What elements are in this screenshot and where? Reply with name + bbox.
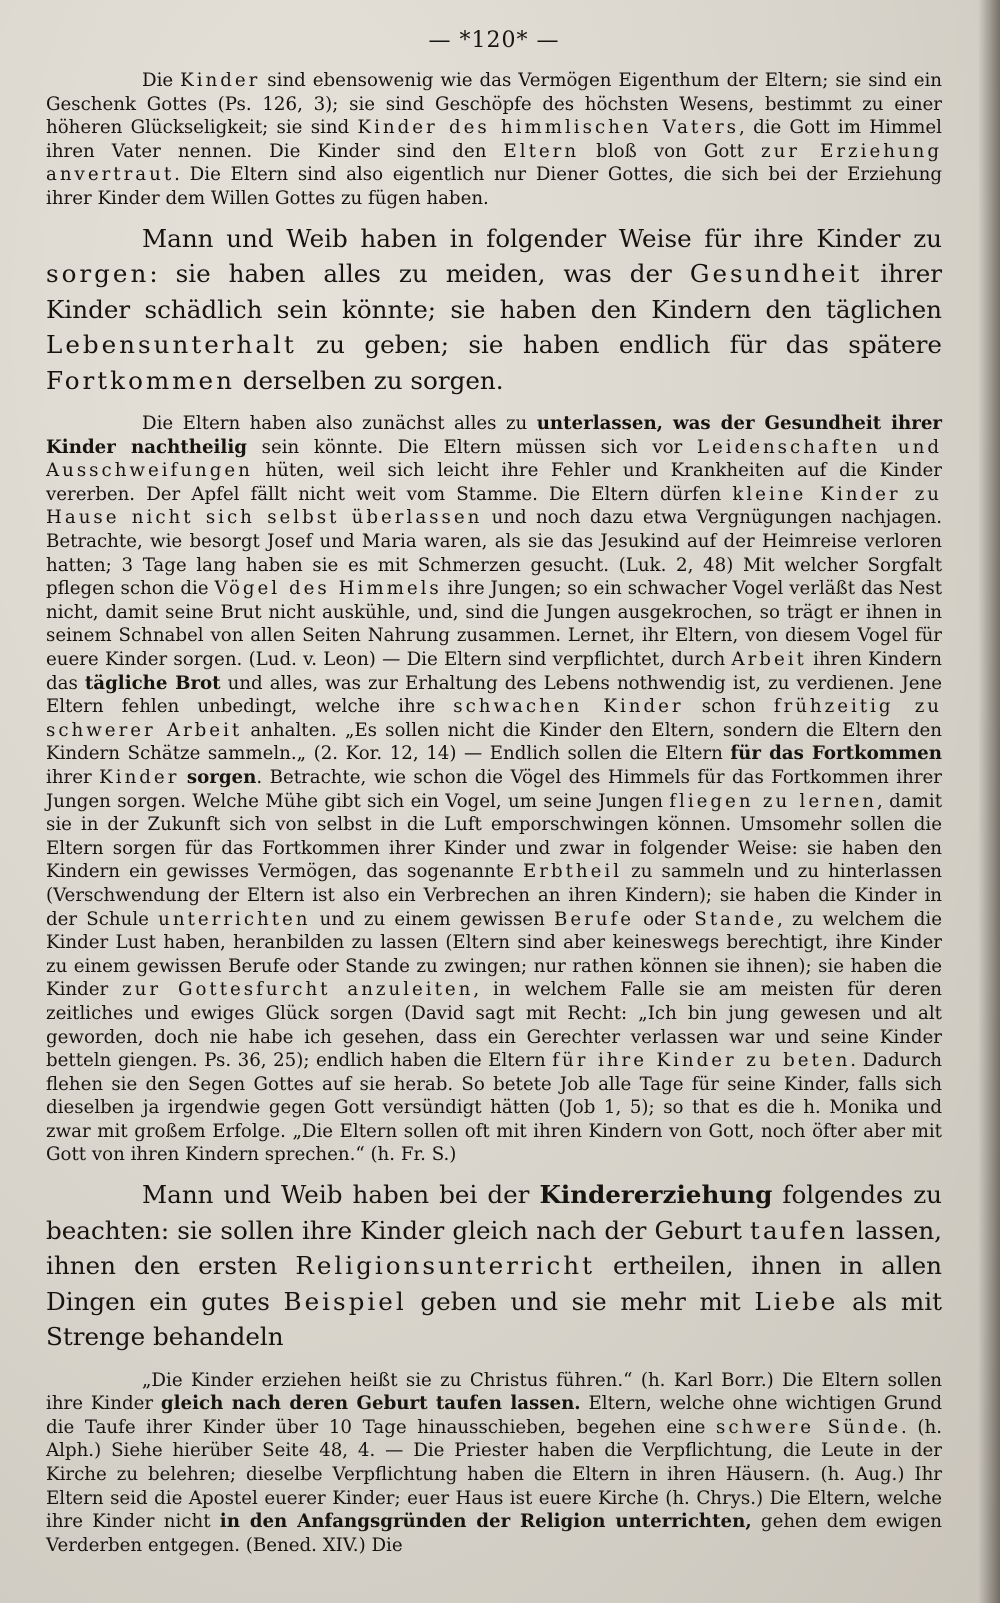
spaced-text: frühzeitig zu schwerer Arbeit	[46, 696, 942, 741]
spaced-text: Erbtheil	[522, 861, 623, 883]
text-run: , damit sie in der Zukunft sich von selbst in die Luft emporschwingen können. Umsomehr sollen die Eltern sorgen für das Fortkommen ihrer Kinder und zwar in folgender Weise: sie haben den Kindern ein gewisses Vermögen, das sogenannte	[46, 790, 943, 883]
spaced-text: zur Erziehung anvertraut	[46, 140, 943, 186]
text-run: ihre Jungen; so ein schwacher Vogel verläßt das Nest nicht, damit seine Brut nicht auskühle, und, sind die Jungen ausgekrochen, so trägt er ihnen in seinem Schnabel von allen Seiten Nahrung zusammen. Lernet, ihr Eltern, von diesem Vogel für euere Kinder sorgen. (Lud. v. Leon) — Die Eltern sind verpflichtet, durch	[46, 578, 943, 670]
spaced-text: Kinder	[180, 70, 261, 91]
spaced-text: Kinder des himmlischen Vaters	[357, 117, 740, 139]
text-run: . Dadurch flehen sie den Segen Gottes auf sie herab. So betete Job alle Tage für seine Kinder, falls sich dieselben ja irgendwie gegen Gott versündigt hätten (Job 1, 5); so that es die h. Monika und zwar mit großem Erfolge. „Die Eltern sollen oft mit ihren Kindern von Gott, noch öfter aber mit Gott von ihren Kindern sprechen.“ (h. Fr. S.)	[46, 1050, 942, 1166]
spaced-text: fliegen zu lernen	[669, 790, 878, 812]
text-run: . Die Eltern sind also eigentlich nur Diener Gottes, die sich bei der Erziehung ihrer Kinder dem Willen Gottes zu fügen haben.	[46, 164, 942, 209]
spaced-text: Gesundheit	[689, 259, 863, 289]
text-run: anhalten. „Es sollen nicht die Kinder den Eltern, sondern die Eltern den Kindern Schätze sammeln.„ (2. Kor. 12, 14) — Endlich sollen die Eltern	[46, 719, 942, 765]
text-run: „Die Kinder erziehen heißt sie zu Christus führen.“ (h. Karl Borr.) Die Eltern sollen ihre Kinder	[46, 1369, 942, 1415]
spaced-text: Arbeit	[731, 649, 807, 670]
text-run: und noch dazu etwa Vergnügungen nachjagen. Betrachte, wie besorgt Josef und Maria waren, als sie das Jesukind auf der Heimreise verloren hatten; 3 Tage lang haben sie es mit Schmerzen gesucht. (Luk. 2, 48) Mit welcher Sorgfalt pflegen schon die	[46, 507, 943, 600]
spaced-text: taufen	[750, 1215, 848, 1245]
text-run: oder	[634, 908, 695, 930]
spaced-text: Eltern	[503, 140, 580, 162]
text-run: bloß von Gott	[579, 140, 762, 162]
text-run: derselben zu sorgen.	[234, 365, 504, 395]
text-run: , die Gott im Himmel ihren Vater nennen. Die Kinder sind den	[46, 117, 942, 162]
spaced-text: Liebe	[754, 1286, 839, 1316]
spaced-text: sorgen	[46, 259, 150, 289]
spaced-text: schwere Sünde	[716, 1416, 901, 1438]
spaced-text: für ihre Kinder zu beten	[552, 1050, 851, 1072]
text-run: ihrer	[46, 766, 100, 788]
text-run: und alles, was zur Erhaltung des Lebens nothwendig ist, zu verdienen. Jene Eltern fehlen unbedingt, welche ihre	[46, 672, 942, 718]
spaced-text: Beispiel	[283, 1286, 407, 1316]
text-run	[179, 767, 186, 788]
text-run: . Betrachte, wie schon die Vögel des Himmels für das Fortkommen ihrer Jungen sorgen. Welche Mühe gibt sich ein Vogel, um seine Jungen	[46, 766, 942, 812]
bold-text: unterlassen, was der Gesundheit ihrer Kinder nachtheilig	[46, 413, 942, 458]
paragraph	[46, 1369, 942, 1558]
spaced-text: Fortkommen	[46, 365, 235, 395]
spaced-text: Religionsunterricht	[295, 1251, 595, 1281]
bold-text: in den Anfangsgründen der Religion unterrichten,	[219, 1511, 752, 1533]
text-run: Die	[142, 70, 181, 91]
text-run: , zu welchem die Kinder Lust haben, heranbilden zu lassen (Eltern sind aber keineswegs berechtigt, ihre Kinder zu einem gewissen Berufe oder Stande zu zwingen; nur rathen können sie ihnen); sie haben die Kinder	[46, 908, 943, 1001]
paragraph	[46, 69, 942, 211]
text-run: zu sammeln und zu hinterlassen (Verschwendung der Eltern ist also ein Verbrechen an ihren Kindern); sie haben die Kinder in der Schule	[46, 861, 942, 930]
spaced-text: zur Gottesfurcht anzuleiten	[122, 979, 474, 1001]
spaced-text: schwachen Kinder	[453, 696, 684, 718]
text-run: folgendes zu beachten: sie sollen ihre Kinder gleich nach der Geburt	[46, 1180, 943, 1245]
paragraph	[46, 412, 942, 1167]
text-run: gehen dem ewigen Verderben entgegen. (Bened. XIV.) Die	[46, 1511, 943, 1556]
text-run: Eltern, welche ohne wichtigen Grund die Taufe ihrer Kinder über 10 Tage hinausschieben, begehen eine	[46, 1393, 942, 1438]
spaced-text: unterrichten	[158, 908, 311, 930]
text-run: sein könnte. Die Eltern müssen sich vor	[246, 436, 697, 458]
text-run: ihrer Kinder schädlich sein könnte; sie haben den Kindern den täglichen	[46, 259, 943, 324]
text-run: zu geben; sie haben endlich für das spätere	[296, 330, 942, 360]
text-run: ertheilen, ihnen in allen Dingen ein gutes	[46, 1251, 943, 1316]
page-shadow-edge	[978, 0, 1000, 1603]
text-run: Mann und Weib haben bei der	[142, 1180, 540, 1210]
paragraph	[46, 221, 942, 399]
text-run: lassen, ihnen den ersten	[46, 1215, 942, 1281]
bold-text: für das Fortkommen	[730, 743, 942, 765]
text-run: . (h. Alph.) Siehe hierüber Seite 48, 4. — Die Priester haben die Verpflichtung, die Leute in der Kirche zu belehren; dieselbe Verpflichtung haben die Eltern in ihren Häusern. (h. Aug.) Ihr Eltern seid die Apostel euerer Kinder; euer Haus ist euere Kirche (h. Chrys.) Die Eltern, welche ihre Kinder nicht	[46, 1416, 942, 1533]
bold-text: sorgen	[186, 766, 257, 788]
text-run: Mann und Weib haben in folgender Weise für ihre Kinder zu	[142, 223, 942, 253]
spaced-text: Kinder	[99, 766, 180, 788]
spaced-text: kleine Kinder zu Hause nicht sich selbst überlassen	[46, 483, 942, 529]
text-run: und zu einem gewissen	[310, 908, 554, 930]
bold-text: Kindererziehung	[539, 1180, 773, 1210]
page-number: — *120* —	[428, 28, 560, 53]
spaced-text: Vögel des Himmels	[214, 578, 442, 600]
text-run: Die Eltern haben also zunächst alles zu	[142, 413, 537, 435]
text-run: : sie haben alles zu meiden, was der	[149, 259, 690, 289]
spaced-text: Stande	[694, 908, 778, 930]
spaced-text: Leidenschaften und Ausschweifungen	[46, 436, 943, 482]
spaced-text: Lebensunterhalt	[46, 330, 297, 360]
bold-text: tägliche Brot	[84, 672, 221, 694]
text-run: als mit Strenge behandeln	[46, 1286, 942, 1352]
paragraph	[46, 1177, 942, 1355]
text-run: , in welchem Falle sie am meisten für deren zeitliches und ewiges Glück sorgen (David sagt mit Recht: „Ich bin jung gewesen und alt geworden, doch nie habe ich gesehen, dass ein Gerechter verlassen war und seine Kinder betteln giengen. Ps. 36, 25); endlich haben die Eltern	[46, 979, 942, 1072]
bold-text: gleich nach deren Geburt taufen lassen.	[160, 1393, 581, 1415]
text-run: ihren Kindern das	[46, 649, 942, 694]
text-run: hüten, weil sich leicht ihre Fehler und Krankheiten auf die Kinder vererben. Der Apfel fällt nicht weit vom Stamme. Die Eltern dürfen	[46, 460, 942, 505]
text-run: sind ebensowenig wie das Vermögen Eigenthum der Eltern; sie sind ein Geschenk Gottes (Ps. 126, 3); sie sind Geschöpfe des höchsten Wesens, bestimmt zu einer höheren Glückseligkeit; sie sind	[46, 70, 942, 139]
spaced-text: Berufe	[553, 908, 634, 930]
text-run: geben und sie mehr mit	[406, 1286, 755, 1316]
text-run: schon	[683, 696, 774, 718]
